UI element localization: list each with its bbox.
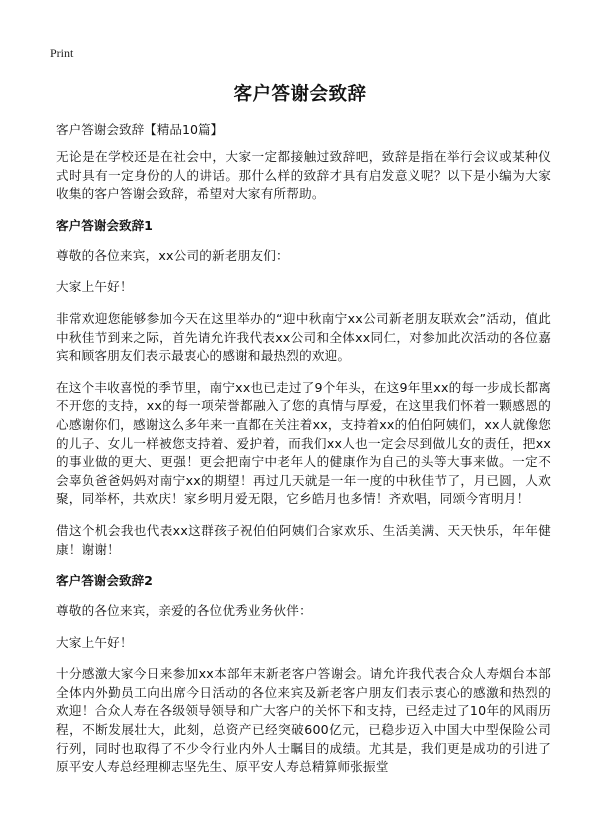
section-1-paragraph-gratitude: 在这个丰收喜悦的季节里，南宁xx也已走过了9个年头，在这9年里xx的每一步成长都离不开您的支持，xx的每一项荣誉都融入了您的真情与厚爱，在这里我们怀着一颗感恩的心感谢你们，感谢这么多年来一直都在关注着xx，支持着xx的伯伯阿姨们，xx人就像您的儿子、女儿一样被您支持着、爱护着，而我们xx人也一定会尽到做儿女的责任，把xx的事业做的更大、更强！更会把南宁中老年人的健康作为自己的头等大事来做。一定不会辜负爸爸妈妈对南宁xx的期望！再过几天就是一年一度的中秋佳节了，月已圆，人欢聚，同举杯，共欢庆！家乡明月爱无限，它乡皓月也多情！齐欢唱，同颂今宵明月！: [56, 379, 551, 507]
section-heading-1: 客户答谢会致辞1: [56, 217, 153, 233]
section-2-paragraph-body: 十分感激大家今日来参加xx本部年末新老客户答谢会。请允许我代表合众人寿烟台本部全体内外勤员工向出席今日活动的各位来宾及新老客户朋友们表示衷心的感激和热烈的欢迎！合众人寿在各级领导领导和广大客户的关怀下和支持，已经走过了10年的风雨历程，不断发展壮大，此刻，总资产已经突破600亿元，已稳步迈入中国大中型保险公司行列，同时也取得了不少令行业内外人士瞩目的成绩。尤其是，我们更是成功的引进了原平安人寿总经理柳志坚先生、原平安人寿总精算师张振堂: [56, 666, 551, 775]
page-title: 客户答谢会致辞: [233, 84, 367, 105]
document-body: [56, 121, 551, 790]
document-subtitle: 客户答谢会致辞【精品10篇】: [56, 122, 224, 137]
section-heading-2: 客户答谢会致辞2: [56, 573, 153, 589]
section-1-paragraph-welcome: 非常欢迎您能够参加今天在这里举办的“迎中秋南宁xx公司新老朋友联欢会”活动，值此中秋佳节到来之际，首先请允许我代表xx公司和全体xx同仁，对参加此次活动的各位嘉宾和顾客朋友们表示最衷心的感谢和最热烈的欢迎。: [56, 310, 551, 364]
intro-paragraph: 无论是在学校还是在社会中，大家一定都接触过致辞吧，致辞是指在举行会议或某种仪式时具有一定身份的人的讲话。那什么样的致辞才具有启发意义呢？以下是小编为大家收集的客户答谢会致辞，希望对大家有所帮助。: [56, 149, 551, 202]
print-link[interactable]: Print: [50, 46, 74, 60]
section-1-greeting: 大家上午好！: [56, 279, 133, 295]
section-1-paragraph-closing: 借这个机会我也代表xx这群孩子祝伯伯阿姨们合家欢乐、生活美满、天天快乐，年年健康！谢谢！: [56, 522, 551, 557]
section-1-salutation: 尊敬的各位来宾，xx公司的新老朋友们：: [56, 247, 289, 263]
section-2-salutation: 尊敬的各位来宾，亲爱的各位优秀业务伙伴：: [56, 603, 312, 619]
section-2-greeting: 大家上午好！: [56, 634, 133, 650]
